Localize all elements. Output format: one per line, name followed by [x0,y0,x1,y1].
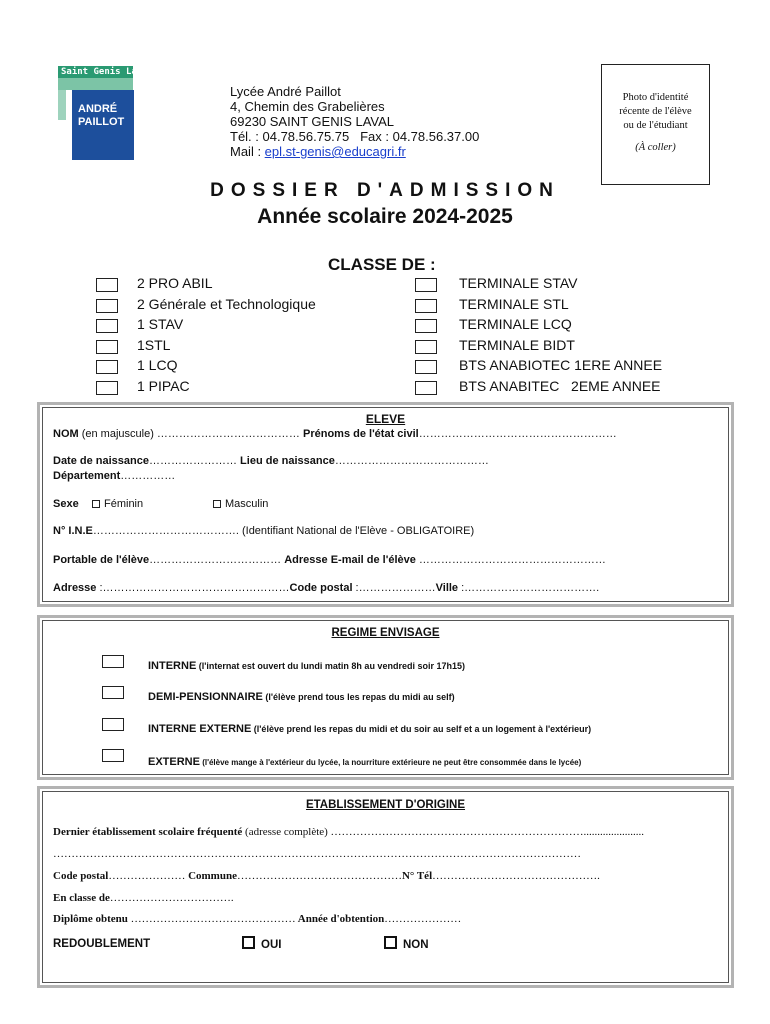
redoublement-label [53,938,150,950]
logo-line1: ANDRÉ [78,103,118,115]
photo-line2: récente de l'élève [619,106,692,117]
school-city: 69230 SAINT GENIS LAVAL [230,114,395,129]
prenoms-label: Prénoms de l'état civil [299,428,419,440]
regime-option-interne-externe [148,723,591,735]
photo-box[interactable] [601,64,710,185]
dernier-label: Dernier établissement scolaire fréquenté [53,826,243,838]
ville-field[interactable]: :………………………………. [458,582,600,594]
interne-externe-note: (l'élève prend les repas du midi et du soir au self et a un logement à l'extérieur) [251,724,592,734]
class-checkbox[interactable] [96,319,118,333]
nom-hint: (en majuscule) ………………………………… [78,428,300,440]
class-checkbox[interactable] [96,360,118,374]
class-label: TERMINALE STAV [459,275,578,291]
class-checkbox[interactable] [415,278,437,292]
sexe-feminin[interactable] [92,498,143,510]
dernier-field-line2[interactable]: ……………………………………………………………………………………………………………………………… [53,848,581,860]
class-checkbox[interactable] [415,340,437,354]
non-label: NON [403,939,429,951]
non-checkbox[interactable] [384,936,397,949]
school-name: Lycée André Paillot [230,84,341,99]
portable-field[interactable]: ……………………………… [149,554,285,566]
dernier-etablissement-line2[interactable] [53,848,581,860]
naissance-field[interactable]: …………………… [149,455,237,467]
nom-row[interactable] [53,428,617,440]
class-label: TERMINALE STL [459,295,569,312]
redoublement-text: REDOUBLEMENT [53,938,151,950]
email-field[interactable]: …………………………………………… [415,554,606,566]
class-label: 1STL [137,336,171,353]
class-checkbox[interactable] [96,299,118,313]
adresse-label: Adresse [53,582,97,594]
tel-label: N° Tél [401,870,433,882]
cp-label: Code postal [289,582,353,594]
class-label: TERMINALE LCQ [459,316,572,332]
interne-label: INTERNE [148,660,197,672]
naissance-label: Date de naissance [53,455,149,467]
class-checkbox[interactable] [415,360,437,374]
portable-label: Portable de l'élève [53,554,150,566]
classe-title: CLASSE DE : [328,255,436,274]
interne-externe-checkbox[interactable] [102,718,124,731]
interne-checkbox[interactable] [102,655,124,668]
prenoms-field[interactable]: ……………………………………………… [418,428,617,440]
departement-row[interactable] [53,470,175,482]
origine-cp-label: Code postal [53,870,109,882]
class-label: 1 STAV [137,316,184,332]
cp-field[interactable]: :………………… [352,582,436,594]
regime-option-interne [148,660,465,672]
annee-field[interactable]: ………………… [384,913,462,925]
interne-note: (l'internat est ouvert du lundi matin 8h au vendredi soir 17h15) [196,661,465,671]
class-checkbox[interactable] [96,340,118,354]
page-title: DOSSIER D'ADMISSION [210,180,560,201]
oui-label: OUI [261,939,282,951]
masculin-label: Masculin [225,498,269,510]
class-checkbox[interactable] [96,381,118,395]
interne-externe-label: INTERNE EXTERNE [148,723,252,735]
en-classe-field[interactable]: ……………………………. [109,892,234,904]
logo-stripe [58,78,133,90]
school-street: 4, Chemin des Grabelières [230,99,385,114]
demi-pensionnaire-note: (l'élève prend tous les repas du midi au self) [262,692,455,702]
tel-field[interactable]: ………………………………………. [432,870,600,882]
diplome-field[interactable]: ……………………………………… [127,913,296,925]
class-label: TERMINALE BIDT [459,336,575,353]
en-classe-row[interactable] [53,892,234,904]
masculin-checkbox[interactable] [213,500,221,508]
externe-note: (l'élève mange à l'extérieur du lycée, la nourriture extérieure ne peut être consommée dans le lycée) [199,758,582,767]
ine-field[interactable]: …………………………………. (Identifiant National de l'Elève - OBLIGATOIRE) [92,525,475,537]
sexe-masculin[interactable] [213,498,268,510]
regime-option-externe [148,756,581,768]
feminin-checkbox[interactable] [92,500,100,508]
lieu-label: Lieu de naissance [237,455,335,467]
ine-row[interactable] [53,525,474,537]
photo-line3: ou de l'étudiant [623,120,688,131]
class-label: 2 PRO ABIL [137,275,213,291]
dernier-field[interactable]: (adresse complète) ……………………………………………………………...................... [242,826,645,838]
page-subtitle: Année scolaire 2024-2025 [257,205,513,228]
diplome-row[interactable] [53,913,461,925]
commune-field[interactable]: ……………………………………… [236,870,402,882]
annee-label: Année d'obtention [295,913,385,925]
sexe-row [53,498,79,510]
origine-cp-field[interactable]: ………………… [108,870,189,882]
externe-checkbox[interactable] [102,749,124,762]
feminin-label: Féminin [104,498,144,510]
externe-label: EXTERNE [148,756,200,768]
regime-section [37,615,734,780]
eleve-title: ELEVE [365,412,406,426]
class-checkbox[interactable] [415,381,437,395]
regime-title: REGIME ENVISAGE [331,627,440,639]
photo-line1: Photo d'identité [622,92,689,103]
lieu-field[interactable]: …………………………………… [334,455,489,467]
naissance-row[interactable] [53,455,489,467]
dernier-etablissement-row[interactable] [53,826,644,838]
school-logo [58,66,154,162]
sexe-label: Sexe [53,498,79,510]
demi-pensionnaire-label: DEMI-PENSIONNAIRE [148,691,263,703]
logo-line2: PAILLOT [78,116,125,128]
class-label: BTS ANABIOTEC 1ERE ANNEE [459,357,663,373]
logo-accent [58,90,66,120]
contact-row[interactable] [53,554,606,566]
email-label: Adresse E-mail de l'élève [284,554,416,566]
departement-label: Département [53,470,121,482]
redoublement-non[interactable] [384,936,429,951]
school-address-block [230,84,479,159]
eleve-section [37,402,734,607]
logo-tagline: Saint Genis Laval [58,66,133,90]
logo-wordmark [72,90,134,160]
departement-field[interactable]: …………… [120,470,176,482]
adresse-row[interactable] [53,582,599,594]
origine-cp-row[interactable] [53,870,600,882]
school-mail-line [230,144,479,159]
photo-note: (À coller) [635,142,676,153]
oui-checkbox[interactable] [242,936,255,949]
regime-option-demi-pensionnaire [148,691,455,703]
class-label: 1 LCQ [137,357,178,373]
ine-label: N° I.N.E [53,525,93,537]
class-label: 1 PIPAC [137,377,190,394]
class-checkbox[interactable] [415,299,437,313]
diplome-label: Diplôme obtenu [53,913,128,925]
mail-label: Mail : [230,144,265,159]
adresse-field[interactable]: :…………………………………………… [96,582,290,594]
class-label: 2 Générale et Technologique [137,295,316,312]
origine-inner-border [42,791,729,983]
school-phones: Tél. : 04.78.56.75.75 Fax : 04.78.56.37.00 [230,129,480,144]
commune-label: Commune [188,870,237,882]
nom-label: NOM [53,428,79,440]
class-checkbox[interactable] [415,319,437,333]
mail-link[interactable]: epl.st-genis@educagri.fr [264,144,406,159]
ville-label: Ville [435,582,459,594]
origine-section [37,786,734,988]
class-label: BTS ANABITEC 2EME ANNEE [459,377,661,394]
redoublement-oui[interactable] [242,936,281,951]
class-checkbox[interactable] [96,278,118,292]
origine-title: ETABLISSEMENT D'ORIGINE [305,799,466,811]
en-classe-label: En classe de [53,892,110,904]
demi-pensionnaire-checkbox[interactable] [102,686,124,699]
